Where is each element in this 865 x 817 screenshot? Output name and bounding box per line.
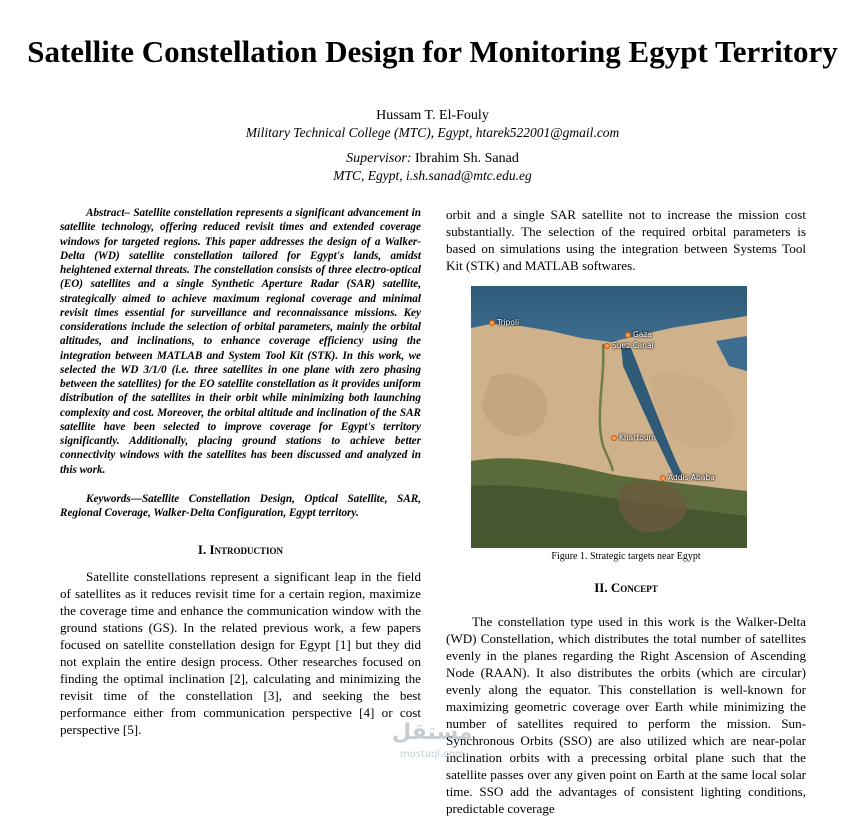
target-label-khartoum: Khartoum — [619, 433, 656, 442]
section-2-heading — [446, 580, 806, 596]
section-2-text: The constellation type used in this work is the Walker-Delta (WD) Constellation, which distributes the total number of satellites evenly in the planes regarding the Right Ascension of Ascending Node (RAAN). It also distributes the orbits (which are circular) evenly along the equator. This constellation is well-known for maximizing geometric coverage over Earth while minimizing the number of satellites required to perform the mission. Sun-Synchronous Orbits (SSO) are also utilized which are near-polar inclination orbits with a precessing orbital plane such that the satellite passes over any given point on Earth at the same local solar time. SSO add the advantages of consistent lighting conditions, predictable coverage — [446, 614, 806, 816]
author-affiliation: Military Technical College (MTC), Egypt, htarek522001@gmail.com — [245, 125, 620, 140]
supervisor-name: Ibrahim Sh. Sanad — [415, 151, 519, 166]
watermark-sub: mostaql.com — [399, 749, 465, 760]
abstract-label: Abstract — [86, 207, 125, 219]
figure-caption: Figure 1. Strategic targets near Egypt — [551, 551, 701, 562]
keywords — [60, 492, 421, 521]
target-label-addis: Addis Ababa — [668, 473, 715, 482]
author-name: Hussam T. El-Fouly — [376, 108, 489, 123]
target-marker — [604, 343, 610, 349]
figure-map — [471, 286, 747, 548]
supervisor-label: Supervisor: — [346, 151, 412, 166]
author-block — [0, 107, 865, 141]
target-label-gaza: Gaza — [633, 330, 652, 339]
target-marker — [625, 332, 631, 338]
left-column — [60, 206, 421, 738]
supervisor-block — [0, 150, 865, 184]
watermark-text: مستقل — [392, 720, 473, 745]
keywords-text: —Satellite Constellation Design, Optical Satellite, SAR, Regional Coverage, Walker-Delta Configuration, Egypt territory. — [60, 492, 421, 519]
abstract — [60, 206, 421, 477]
watermark-logo — [392, 722, 472, 766]
section-1-title: Introduction — [209, 542, 284, 558]
right-column — [446, 206, 806, 817]
target-marker — [660, 475, 666, 481]
target-marker — [489, 320, 495, 326]
keywords-label: Keywords — [86, 492, 131, 505]
section-2-number: II. — [594, 580, 608, 595]
target-label-tripoli: Tripoli — [497, 318, 520, 327]
section-1-text: Satellite constellations represent a significant leap in the field of satellites as it reduces revisit time for a certain region, maximize the coverage time and enhance the communication window with the ground stations (GS). In the related previous work, a few papers focused on satellite constellation design for Egypt [1] but they did not explain the entire design process. Other researches focused on finding the optimal inclination [2], calculating and minimizing the revisit time of the constellation [3], and seeking the best performance either from communication perspective [4] or cost perspective [5]. — [60, 569, 421, 738]
section-1-number: I. — [197, 542, 207, 558]
abstract-text: – Satellite constellation represents a significant advancement in satellite technology, offering reduced revisit times and extended coverage windows for targeted regions. This paper addresses the design of a Walker-Delta (WD) satellite constellation tailored for Egypt's lands, amidst heightened external threats. The constellation consists of three electro-optical (EO) satellites and a single Synthetic Aperture Radar (SAR) satellite, strategically aimed to achieve maximum regional coverage and minimal revisit times essential for surveillance and reconnaissance missions. Key considerations include the selection of orbital parameters, mainly the orbital altitudes, and inclinations, to enhance coverage efficiency using the integration between MATLAB and System Tool Kit (STK). In this work, we selected the WD 3/1/0 (i.e. three satellites in one plane with zero phasing between the satellites) for the EO satellite constellation as it provides uniform distribution of the satellites in their orbit while minimizing both launching complexity and cost. Moreover, the orbital altitude and inclination of the SAR satellite have been selected to improve coverage for Egypt's territory significantly. Additionally, placing ground stations to achieve better connectivity windows with the satellites has been discussed and analyzed in this work. — [60, 207, 421, 476]
supervisor-affiliation: MTC, Egypt, i.sh.sanad@mtc.edu.eg — [333, 168, 532, 183]
paper-title: Satellite Constellation Design for Monitoring Egypt Territory — [27, 33, 838, 69]
section-2-title: Concept — [610, 580, 658, 595]
target-label-suez: Suez Canal — [612, 341, 654, 350]
continued-text: orbit and a single SAR satellite not to increase the mission cost substantially. The selection of the required orbital parameters is based on simulations using the integration between Systems Tool Kit (STK) and MATLAB softwares. — [446, 207, 806, 273]
target-marker — [611, 435, 617, 441]
section-1-heading — [60, 542, 421, 558]
